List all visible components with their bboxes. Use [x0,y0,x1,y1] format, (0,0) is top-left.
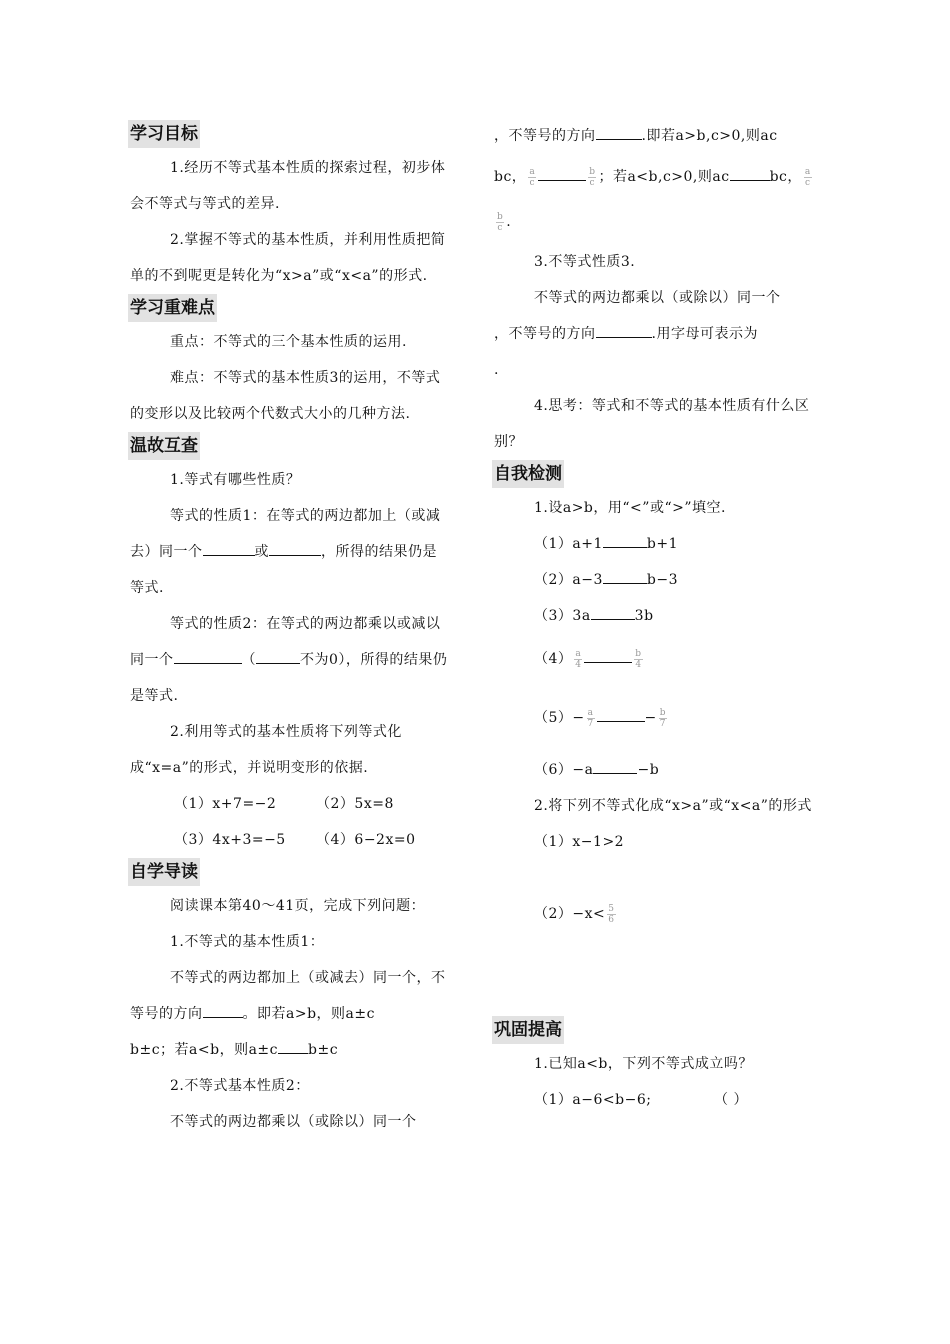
text: − [644,710,657,726]
blank[interactable] [269,541,321,556]
section-title-self-check: 自我检测 [492,460,564,488]
consolidate-item-1 [494,1082,814,1118]
left-column [130,120,450,1140]
check-item-4 [494,634,814,684]
fraction-a-over-4: $\frac{a}{4}$ [575,648,582,670]
fraction-b-over-c: $\frac{b}{c}$ [589,166,596,188]
exercise-1: （1）x+7=−2 [174,796,277,812]
text: 或 [254,544,269,560]
text: ，不等号的方向 [494,128,596,144]
blank[interactable] [603,569,647,584]
text: （2）a−3 [534,572,603,588]
fraction-a-over-7: $\frac{a}{7}$ [587,707,594,729]
text: b−3 [646,572,679,588]
exercise-row [130,822,450,858]
blank[interactable] [538,166,586,181]
text: bc， [769,169,802,185]
inequality-property-3-cont [494,316,814,352]
section-title-consolidation: 巩固提高 [492,1016,564,1044]
answer-space [494,932,814,1016]
text: 不为0），所得的结果仍是等式. [130,652,448,704]
section-title-review: 温故互查 [128,432,200,460]
inequality-property-1-text [130,960,450,1032]
convert-item-2 [494,896,814,932]
section-title-goals: 学习目标 [128,120,200,148]
check-item-2 [494,562,814,598]
text: 。即若a>b，则a±c [242,1006,375,1022]
consolidate-question-1: 1.已知a<b，下列不等式成立吗？ [534,1056,753,1072]
text: （2）−x< [534,906,606,922]
inequality-property-2-text: 不等式的两边都乘以（或除以）同一个 [170,1114,417,1130]
check-item-1 [494,526,814,562]
property-2-cont-2 [494,154,814,200]
text: （1）a−6<b−6; [534,1092,652,1108]
section-title-key-points: 学习重难点 [128,294,217,322]
inequality-property-3-text: 不等式的两边都乘以（或除以）同一个 [534,290,781,306]
section-title-self-study: 自学导读 [128,858,200,886]
fraction-b-over-7: $\frac{b}{7}$ [659,707,667,729]
text: ；若a<b,c>0,则ac [598,169,730,185]
blank[interactable] [603,533,647,548]
text: （5）− [534,710,585,726]
fraction-b-over-c: $\frac{b}{c}$ [497,211,504,233]
text: 等式的性质2：在等式的两边都乘以或减以同一个 [130,616,441,668]
check-question-1: 1.设a>b，用“<”或“>”填空. [534,500,726,516]
fraction-a-over-c: $\frac{a}{c}$ [529,166,536,188]
check-item-6 [494,752,814,788]
blank[interactable] [174,649,242,664]
text: b±c [308,1042,339,1058]
exercise-3: （3）4x+3=−5 [174,832,286,848]
text: （6）−a [534,762,594,778]
property-2-cont-1 [494,118,814,154]
property-2-cont-3 [494,200,814,244]
key-point: 重点：不等式的三个基本性质的运用. [170,334,407,350]
fraction-b-over-4: $\frac{b}{4}$ [635,648,642,670]
blank[interactable] [278,1039,308,1054]
right-column [494,118,814,1118]
think-question: 4.思考：等式和不等式的基本性质有什么区别？ [494,398,810,450]
blank[interactable] [591,605,635,620]
text: −b [637,762,660,778]
fraction-5-over-6: $\frac{5}{6}$ [608,903,615,925]
blank[interactable] [730,166,770,181]
review-question-1: 1.等式有哪些性质？ [170,472,301,488]
text: b±c；若a<b，则a±c [130,1042,278,1058]
text: 3b [634,608,654,624]
blank[interactable] [203,541,255,556]
blank[interactable] [203,1003,243,1018]
blank[interactable] [597,707,645,722]
text: ，不等号的方向 [494,326,596,342]
text: 不等式的两边都加上（或减去）同一个，不等号的方向 [130,970,446,1022]
check-item-5 [494,684,814,752]
equality-property-2 [130,606,450,714]
text: （4） [534,651,573,667]
difficult-point: 难点：不等式的基本性质3的运用，不等式的变形以及比较两个代数式大小的几种方法. [130,370,441,422]
goal-1: 1.经历不等式基本性质的探索过程，初步体会不等式与等式的差异. [130,160,446,212]
inequality-property-1-title: 1.不等式的基本性质1： [170,934,325,950]
text: （ [241,652,256,668]
exercise-row [130,786,450,822]
reading-instruction: 阅读课本第40～41页，完成下列问题： [170,898,426,914]
text: （1）a+1 [534,536,603,552]
text: 等式的性质1：在等式的两边都加上（或减去）同一个 [130,508,441,560]
blank[interactable] [256,649,300,664]
text: . [506,214,512,230]
review-question-2: 2.利用等式的基本性质将下列等式化成“x=a”的形式，并说明变形的依据. [130,724,402,776]
text: .即若a>b,c>0,则ac [641,128,778,144]
text: b+1 [646,536,679,552]
answer-space [494,860,814,896]
text: bc， [494,169,527,185]
inequality-property-3-end: . [494,362,499,378]
inequality-property-3-title: 3.不等式性质3. [534,254,636,270]
inequality-property-1-cont [130,1032,450,1068]
blank[interactable] [596,125,642,140]
check-item-3 [494,598,814,634]
blank[interactable] [584,648,632,663]
blank[interactable] [596,323,652,338]
fraction-a-over-c: $\frac{a}{c}$ [804,166,811,188]
convert-item-1: （1）x−1>2 [534,834,625,850]
exercise-4: （4）6−2x=0 [316,832,416,848]
exercise-2: （2）5x=8 [316,796,394,812]
blank[interactable] [593,759,637,774]
text: （3）3a [534,608,591,624]
goal-2: 2.掌握不等式的基本性质，并利用性质把简单的不到呢更是转化为“x>a”或“x<a”的形式. [130,232,446,284]
inequality-property-2-title: 2.不等式基本性质2： [170,1078,310,1094]
text: ，所得的结果仍是等式. [130,544,437,596]
answer-parentheses[interactable]: （ ） [714,1092,748,1108]
equality-property-1 [130,498,450,606]
check-question-2: 2.将下列不等式化成“x>a”或“x<a”的形式 [534,798,812,814]
text: .用字母可表示为 [651,326,758,342]
